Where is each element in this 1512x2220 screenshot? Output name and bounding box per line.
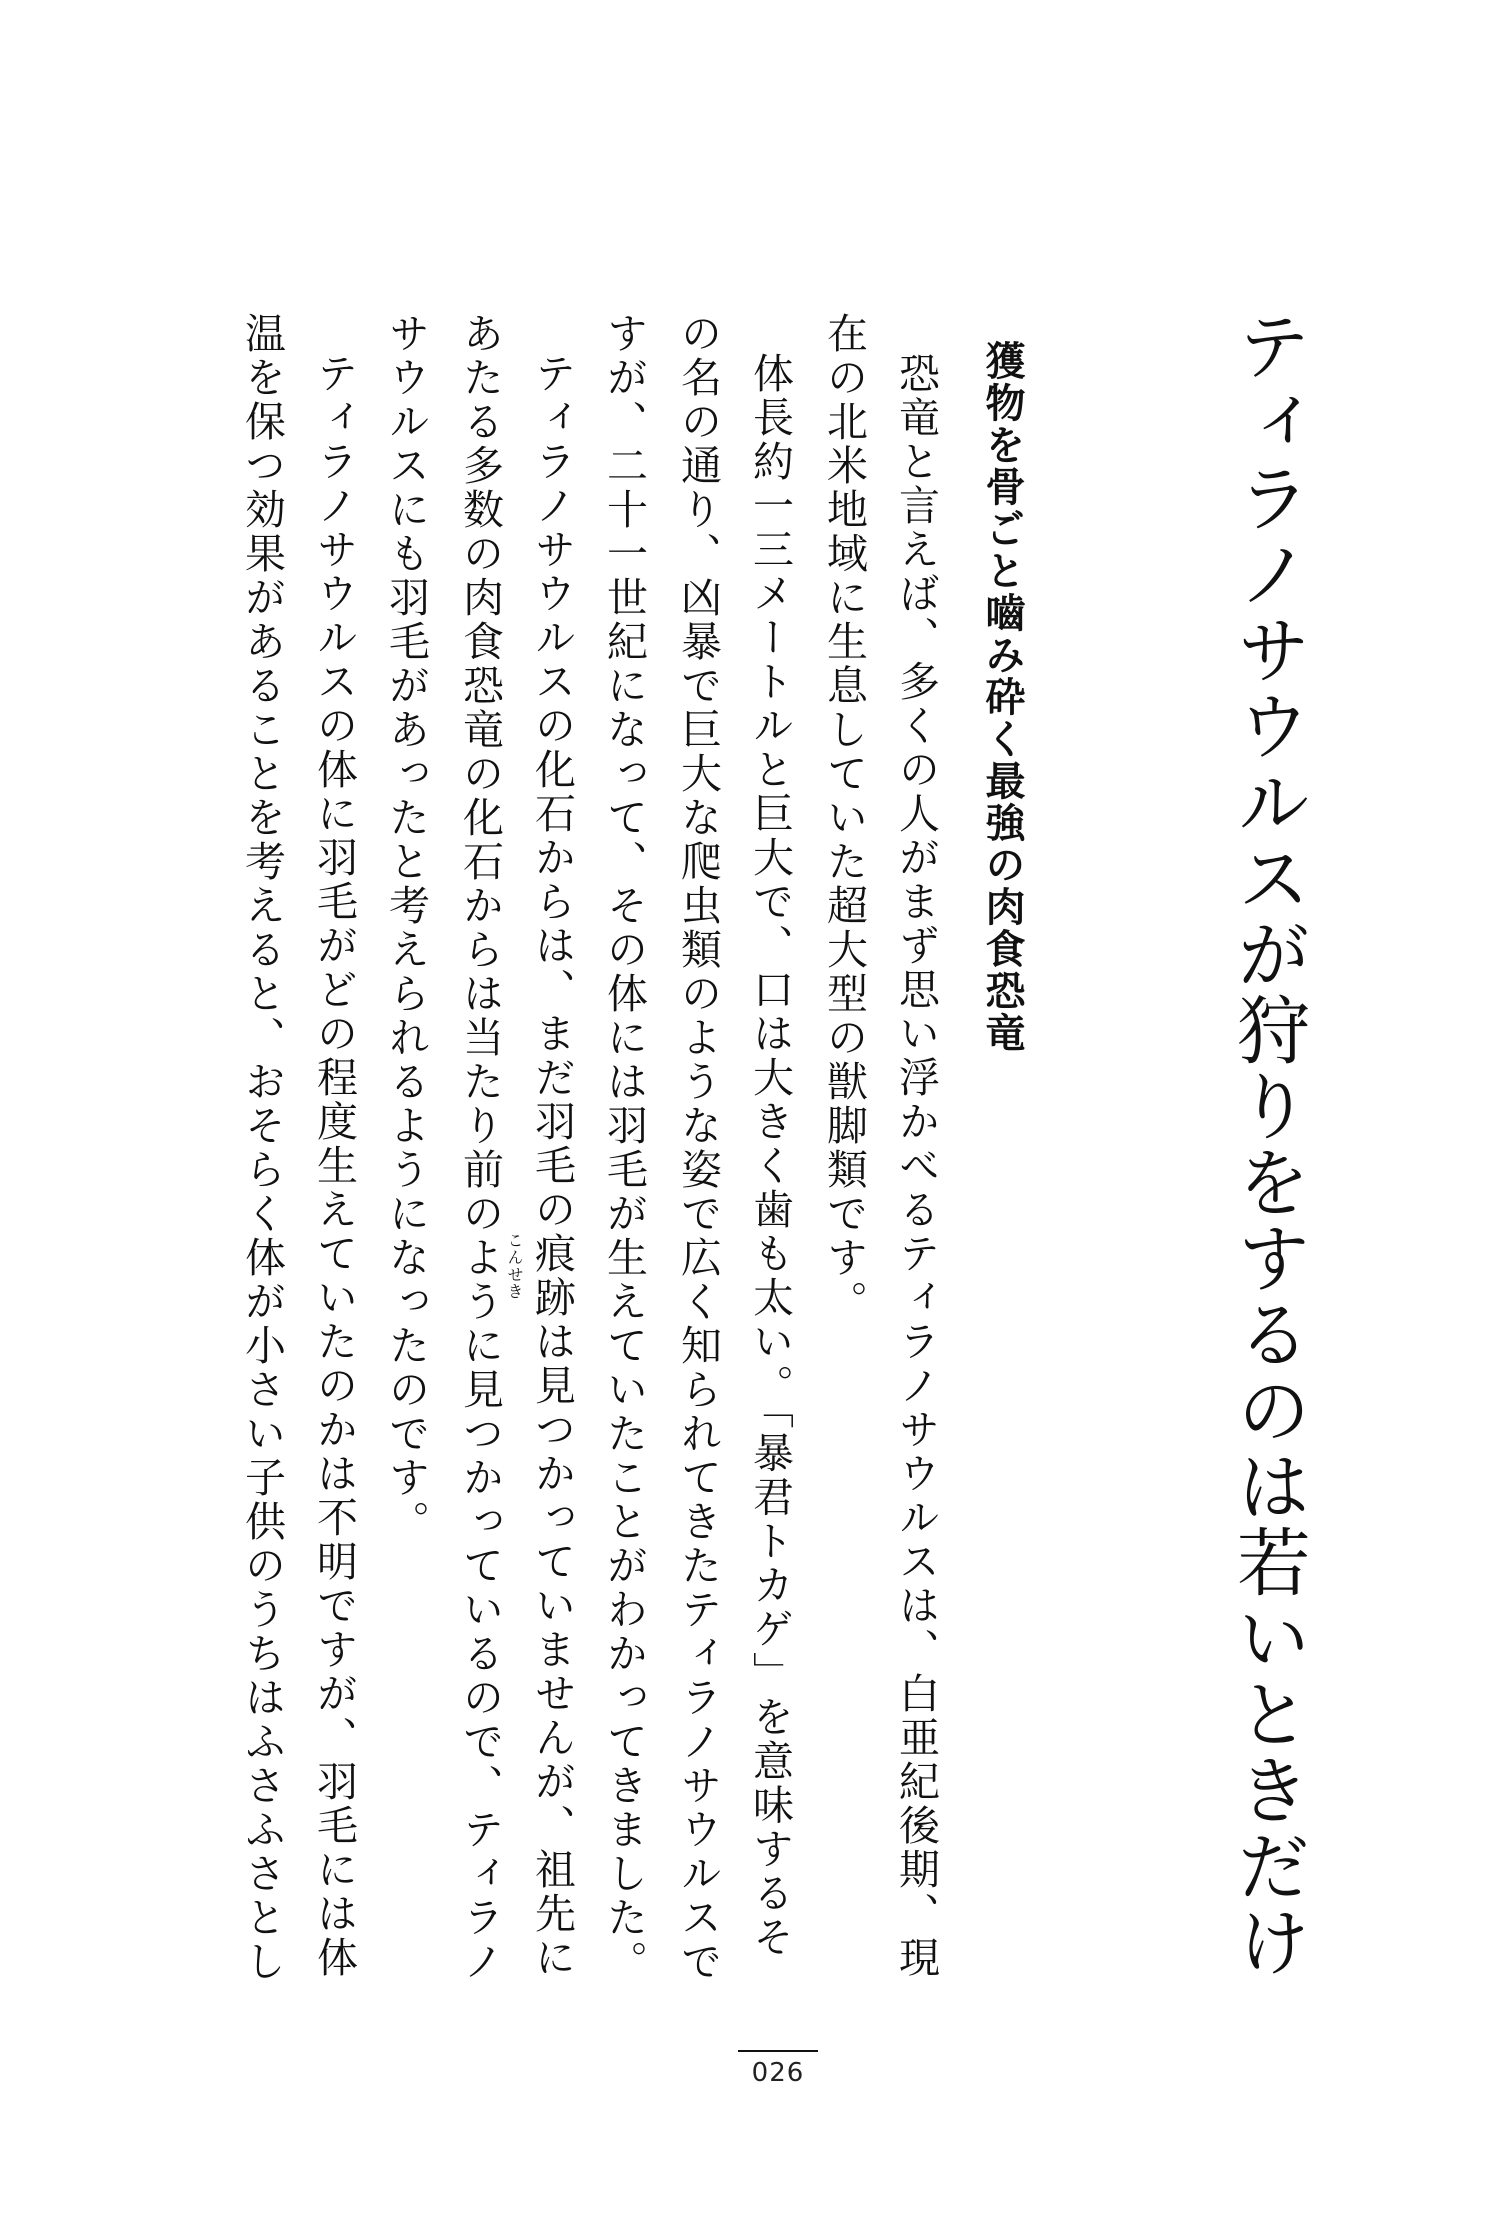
ruby-reading: こんせき [505,1232,524,1300]
text-column-1: 恐竜と言えば、多くの人がまず思い浮かべるティラノサウルスは、白亜紀後期、現 [892,352,940,1980]
text-column-5: すが、二十一世紀になって、その体には羽毛が生えていたことがわかってきました。 [600,312,648,1984]
section-heading: 獲物を骨ごと嚙み砕く最強の肉食恐竜 [979,340,1025,1054]
text-column-9: ティラノサウルスの体に羽毛がどの程度生えていたのかは不明ですが、羽毛には体 [310,352,358,1980]
text-column-7: あたる多数の肉食恐竜の化石からは当たり前のように見つかっているので、ティラノ [456,312,504,1984]
chapter-title: ティラノサウルスが狩りをするのは若いときだけ [1225,308,1311,1980]
text-column-4: の名の通り、凶暴で巨大な爬虫類のような姿で広く知られてきたティラノサウルスで [674,312,722,1984]
page-number: 026 [751,2058,805,2088]
footer-rule [738,2050,818,2052]
text-column-6 [505,352,576,1980]
text-column-6-before: ティラノサウルスの化石からは、まだ羽毛の [528,352,576,1232]
text-column-6-after: は見つかっていませんが、祖先に [528,1320,576,1980]
text-column-2: 在の北米地域に生息していた超大型の獣脚類です。 [820,312,868,1324]
text-column-3: 体長約一三メートルと巨大で、口は大きく歯も太い。「暴君トカゲ」を意味するそ [746,352,794,1960]
ruby-base: 痕跡 こんせき [505,1232,576,1320]
text-column-10: 温を保つ効果があることを考えると、おそらく体が小さい子供のうちはふさふさとし [238,312,286,1984]
text-column-8: サウルスにも羽毛があったと考えられるようになったのです。 [382,312,430,1544]
